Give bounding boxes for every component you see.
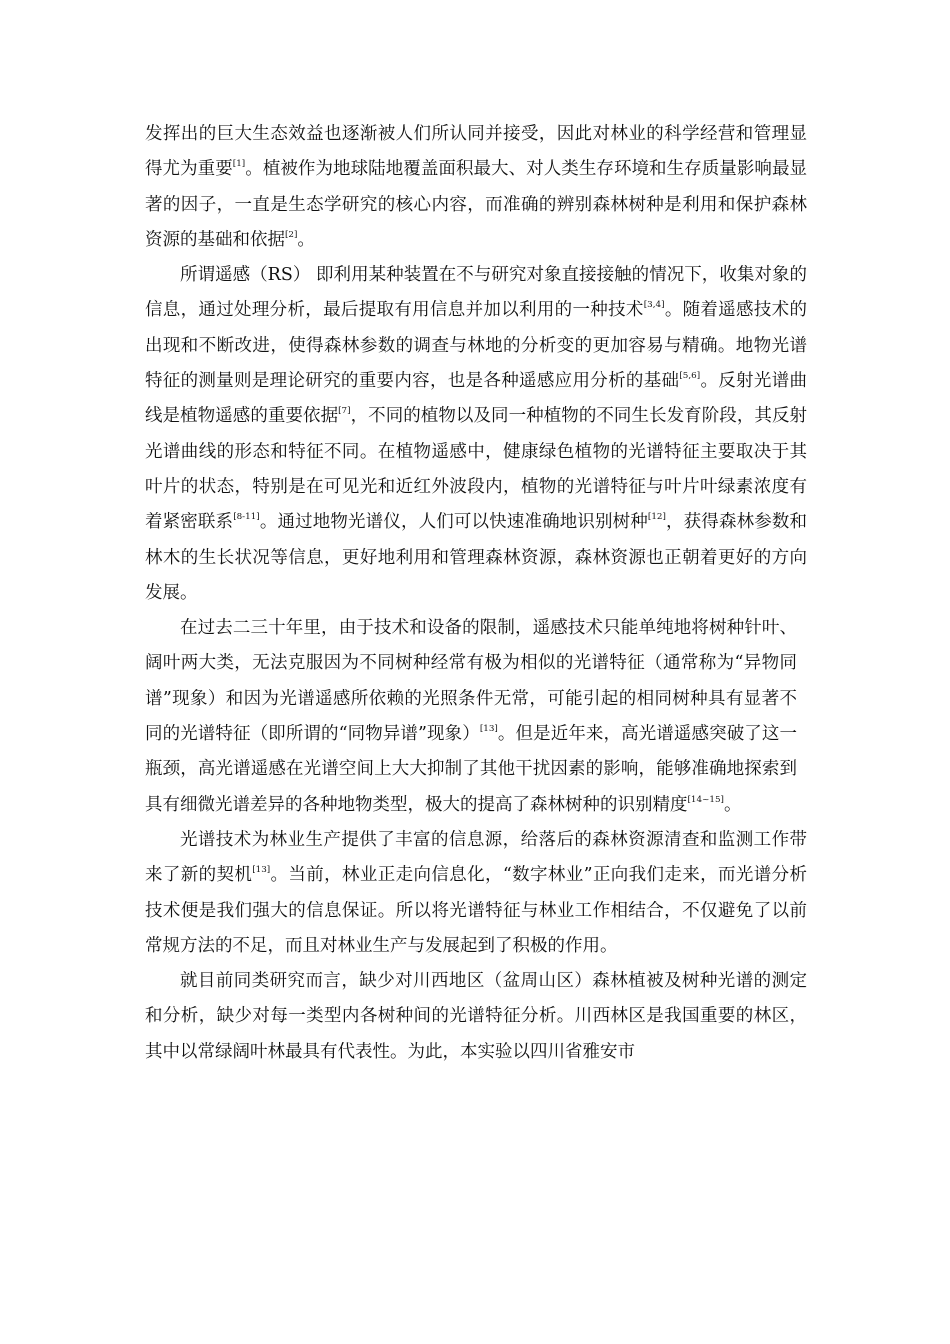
paragraph-spectral-forestry	[145, 823, 807, 964]
text-run: 。	[297, 229, 315, 250]
text-run: 。	[723, 794, 742, 815]
paragraph-remote-sensing	[145, 258, 807, 611]
paragraph-ecology-intro	[145, 117, 807, 258]
paragraph-hyperspectral	[145, 611, 797, 823]
text-run: 就目前同类研究而言，缺少对川西地区（盆周山区）森林植被及树种光谱的测定和分析，缺少对每一类型内各树种间的光谱特征分析。川西林区是我国重要的林区，其中以常绿阔叶林最具有代表性。为此，本实验以四川省雅安市	[145, 971, 807, 1062]
text-run: ，获得森林参数和林木的生长状况等信息，更好地利用和管理森林资源，森林资源也正朝着更好的方向发展。	[145, 512, 808, 603]
text-run: 在过去二三十年里，由于技术和设备的限制，遥感技术只能单纯地将树种针叶、阔叶两大类，无法克服因为不同树种经常有极为相似的光谱特征（通常称为“异物同谱”现象）和因为光谱遥感所依赖的光照条件无常，可能引起的相同树种具有显著不同的光谱特征（即所谓的“同物异谱”现象）	[145, 618, 797, 745]
text-run: ，不同的植物以及同一种植物的不同生长发育阶段，其反射光谱曲线的形态和特征不同。在植物遥感中，健康绿色植物的光谱特征主要取决于其叶片的状态，特别是在可见光和近红外波段内，植物的光谱特征与叶片叶绿素浓度有着紧密联系	[145, 406, 808, 533]
text-run: 所谓遥感（RS） 即利用某种装置在不与研究对象直接接触的情况下，收集对象的信息，通过处理分析，最后提取有用信息并加以利用的一种技术	[145, 265, 807, 321]
text-run: 。当前，林业正走向信息化，“数字林业”正向我们走来，而光谱分析技术便是我们强大的信息保证。所以将光谱特征与林业工作相结合，不仅避免了以前常规方法的不足，而且对林业生产与发展起到了积极的作用。	[145, 865, 807, 956]
citation-ref: [7]	[338, 406, 351, 417]
text-run: 光谱技术为林业生产提供了丰富的信息源，给落后的森林资源清查和监测工作带来了新的契机	[145, 829, 807, 886]
citation-ref: [14~15]	[687, 794, 724, 805]
body-text	[145, 117, 807, 1070]
text-run: 。反射光谱曲线是植物遥感的重要依据	[145, 371, 807, 427]
citation-ref: [2]	[285, 230, 298, 241]
text-run: 。通过地物光谱仪，人们可以快速准确地识别树种	[259, 512, 648, 533]
citation-ref: [12]	[647, 512, 666, 523]
text-run: 。随着遥感技术的出现和不断改进，使得森林参数的调查与林地的分析变的更加容易与精确。地物光谱特征的测量则是理论研究的重要内容，也是各种遥感应用分析的基础	[145, 300, 807, 392]
paragraph-research-gap	[145, 964, 807, 1070]
text-run: 。植被作为地球陆地覆盖面积最大、对人类生存环境和生存质量影响最显著的因子，一直是生态学研究的核心内容，而准确的辨别森林树种是利用和保护森林资源的基础和依据	[145, 159, 808, 250]
citation-ref: [13]	[252, 865, 271, 876]
citation-ref: [13]	[479, 724, 498, 735]
text-run: 发挥出的巨大生态效益也逐渐被人们所认同并接受，因此对林业的科学经营和管理显得尤为重要	[145, 124, 807, 180]
citation-ref: [3,4]	[643, 300, 665, 311]
citation-ref: [1]	[232, 159, 246, 170]
citation-ref: [8-11]	[233, 512, 260, 523]
citation-ref: [5,6]	[679, 371, 701, 382]
text-run: 。但是近年来，高光谱遥感突破了这一瓶颈，高光谱遥感在光谱空间上大大抑制了其他干扰因素的影响，能够准确地探索到具有细微光谱差异的各种地物类型，极大的提高了森林树种的识别精度	[145, 724, 797, 815]
